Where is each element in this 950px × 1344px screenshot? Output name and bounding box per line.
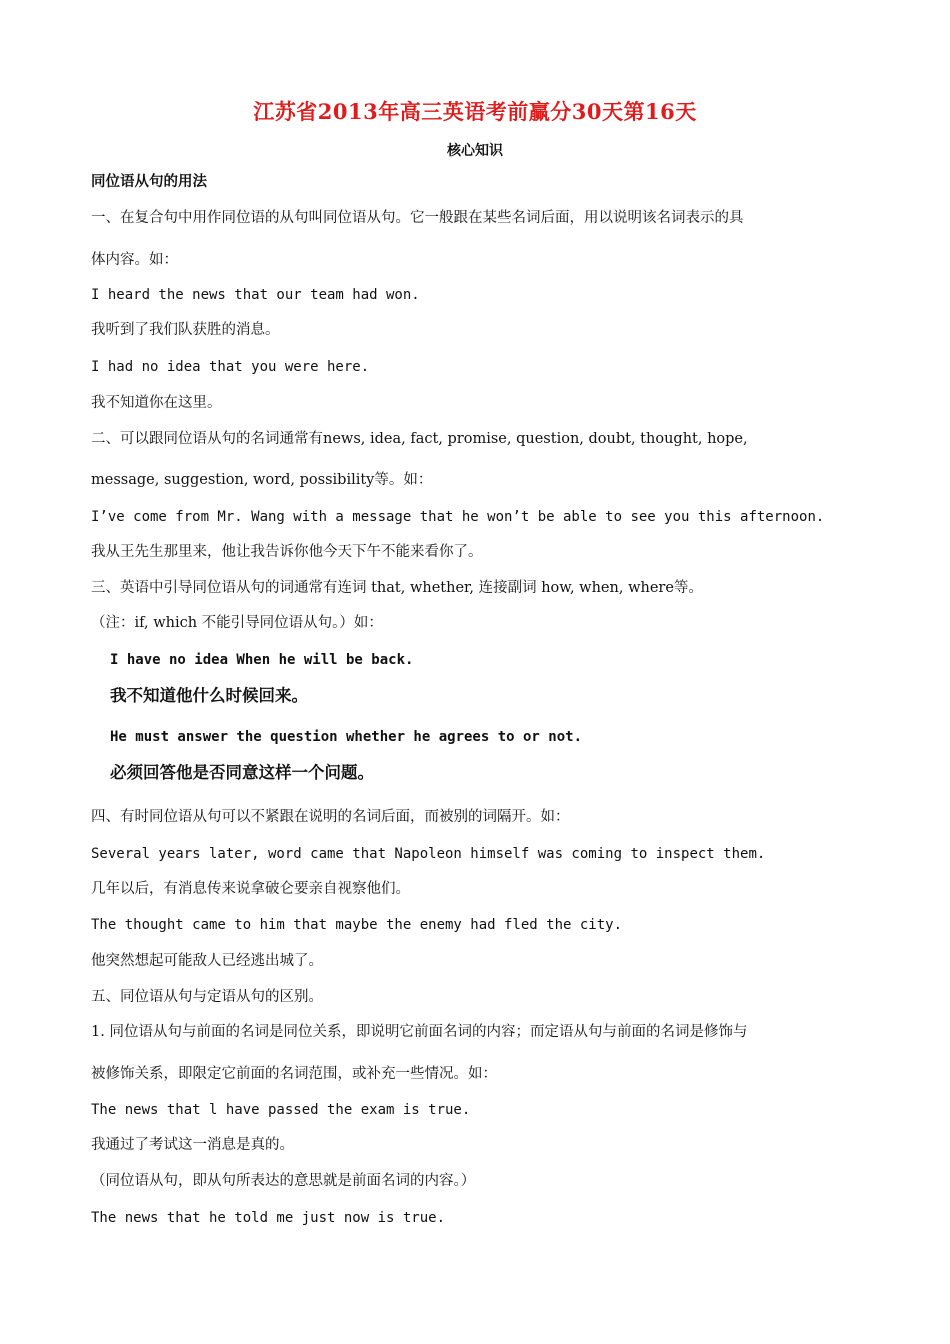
paragraph-line: 二、可以跟同位语从句的名词通常有news, idea, fact, promise, question, doubt, thought, hope, [91,431,748,447]
paragraph-line: 1. 同位语从句与前面的名词是同位关系，即说明它前面名词的内容；而定语从句与前面的名词是修饰与 [91,1024,748,1040]
document-subtitle: 核心知识 [447,143,503,159]
example-sentence-en: I heard the news that our team had won. [91,287,420,303]
example-sentence-cn: 几年以后，有消息传来说拿破仑要亲自视察他们。 [91,881,410,897]
section-heading: 同位语从句的用法 [91,173,207,190]
paragraph-line: 体内容。如： [91,252,178,268]
paragraph-line: 五、同位语从句与定语从句的区别。 [91,989,323,1005]
example-sentence-en: He must answer the question whether he agrees to or not. [110,729,583,745]
paragraph-line: （注：if, which 不能引导同位语从句。）如： [91,615,383,631]
note-line: （同位语从句，即从句所表达的意思就是前面名词的内容。） [91,1173,476,1189]
paragraph-line: 四、有时同位语从句可以不紧跟在说明的名词后面，而被别的词隔开。如： [91,809,570,825]
paragraph-line: 被修饰关系，即限定它前面的名词范围，或补充一些情况。如： [91,1066,497,1082]
paragraph-line: message, suggestion, word, possibility等。如： [91,472,433,488]
paragraph-line: 三、英语中引导同位语从句的词通常有连词 that, whether, 连接副词 how, when, where等。 [91,580,703,596]
example-sentence-cn: 我从王先生那里来，他让我告诉你他今天下午不能来看你了。 [91,544,483,560]
example-sentence-cn: 我不知道你在这里。 [91,395,222,411]
example-sentence-cn: 他突然想起可能敌人已经逃出城了。 [91,953,323,969]
example-sentence-cn: 我通过了考试这一消息是真的。 [91,1137,294,1153]
example-sentence-en: I’ve come from Mr. Wang with a message that he won’t be able to see you this afternoon. [91,509,825,525]
example-sentence-en: Several years later, word came that Napoleon himself was coming to inspect them. [91,846,766,862]
example-sentence-en: The thought came to him that maybe the enemy had fled the city. [91,917,623,933]
example-sentence-cn: 必须回答他是否同意这样一个问题。 [110,763,374,782]
example-sentence-cn: 我不知道他什么时候回来。 [110,686,308,705]
example-sentence-en: The news that l have passed the exam is true. [91,1102,471,1118]
example-sentence-en: I have no idea When he will be back. [110,652,414,668]
example-sentence-en: The news that he told me just now is true. [91,1210,446,1226]
example-sentence-en: I had no idea that you were here. [91,359,370,375]
document-title: 江苏省2013年高三英语考前赢分30天第16天 [253,99,697,124]
example-sentence-cn: 我听到了我们队获胜的消息。 [91,322,280,338]
paragraph-line: 一、在复合句中用作同位语的从句叫同位语从句。它一般跟在某些名词后面，用以说明该名词表示的具 [91,210,744,226]
